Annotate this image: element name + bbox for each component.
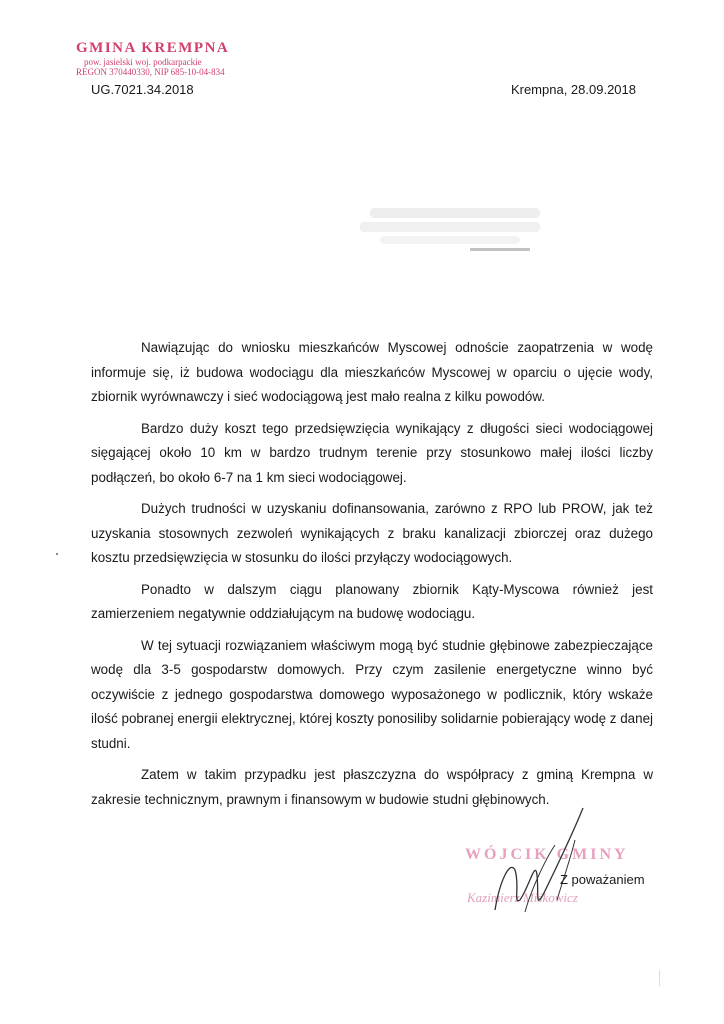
signature-stamp-name: Kazimierz Miśkowicz <box>467 890 578 905</box>
paragraph: Zatem w takim przypadku jest płaszczyzna do współpracy z gminą Krempna w zakresie technicznym, prawnym i finansowym w budowie studni głębinowych. <box>91 767 653 807</box>
paragraph: W tej sytuacji rozwiązaniem właściwym mogą być studnie głębinowe zabezpieczające wodę dla 3-5 gospodarstw domowych. Przy czym zasilenie energetyczne winno być oczywiście z jednego gospodarstwa domowego wyposażonego w podlicznik, który wskaże ilość pobranej energii elektrycznej, której koszty ponosiliby solidarnie pobierający wodę z danej studni. <box>91 637 653 751</box>
municipality-stamp <box>76 40 229 77</box>
reference-number: UG.7021.34.2018 <box>91 82 194 97</box>
paragraph: Nawiązując do wniosku mieszkańców Myscowej odnoście zaopatrzenia w wodę informuje się, iż budowa wodociągu dla mieszkańców Myscowej w oparciu o ujęcie wody, zbiornik wyrównawczy i sieć wodociągową jest mało realna z kilku powodów. <box>91 340 653 404</box>
signature-stamp-title: WÓJCIK GMINY <box>465 846 629 863</box>
letter-body <box>91 336 653 819</box>
paragraph: Ponadto w dalszym ciągu planowany zbiornik Kąty-Myscowa również jest zamierzeniem negatywnie oddziałującym na budowę wodociągu. <box>91 581 653 621</box>
place-and-date: Krempna, 28.09.2018 <box>510 82 636 97</box>
scan-speck <box>56 553 58 555</box>
scan-mark <box>659 970 660 986</box>
stamp-line-1: pow. jasielski woj. podkarpackie <box>84 57 202 67</box>
paragraph: Bardzo duży koszt tego przedsięwzięcia wynikający z długości sieci wodociągowej sięgającej około 10 km w bardzo trudnym terenie przy stosunkowo małej ilości liczby podłączeń, bo około 6-7 na 1 km sieci wodociągowej. <box>91 420 653 485</box>
paragraph: Dużych trudności w uzyskaniu dofinansowania, zarówno z RPO lub PROW, jak też uzyskania stosownych zezwoleń wynikających z braku kanalizacji zbiorczej oraz dużego kosztu przedsięwzięcia w stosunku do ilości przyłączy wodociągowych. <box>91 501 653 565</box>
closing-regards: Z poważaniem <box>560 872 645 887</box>
stamp-line-2: REGON 370440330, NIP 685-10-04-834 <box>76 67 225 77</box>
handwritten-signature <box>475 800 605 915</box>
redacted-address-area <box>360 200 560 260</box>
stamp-name: GMINA KREMPNA <box>76 40 230 56</box>
